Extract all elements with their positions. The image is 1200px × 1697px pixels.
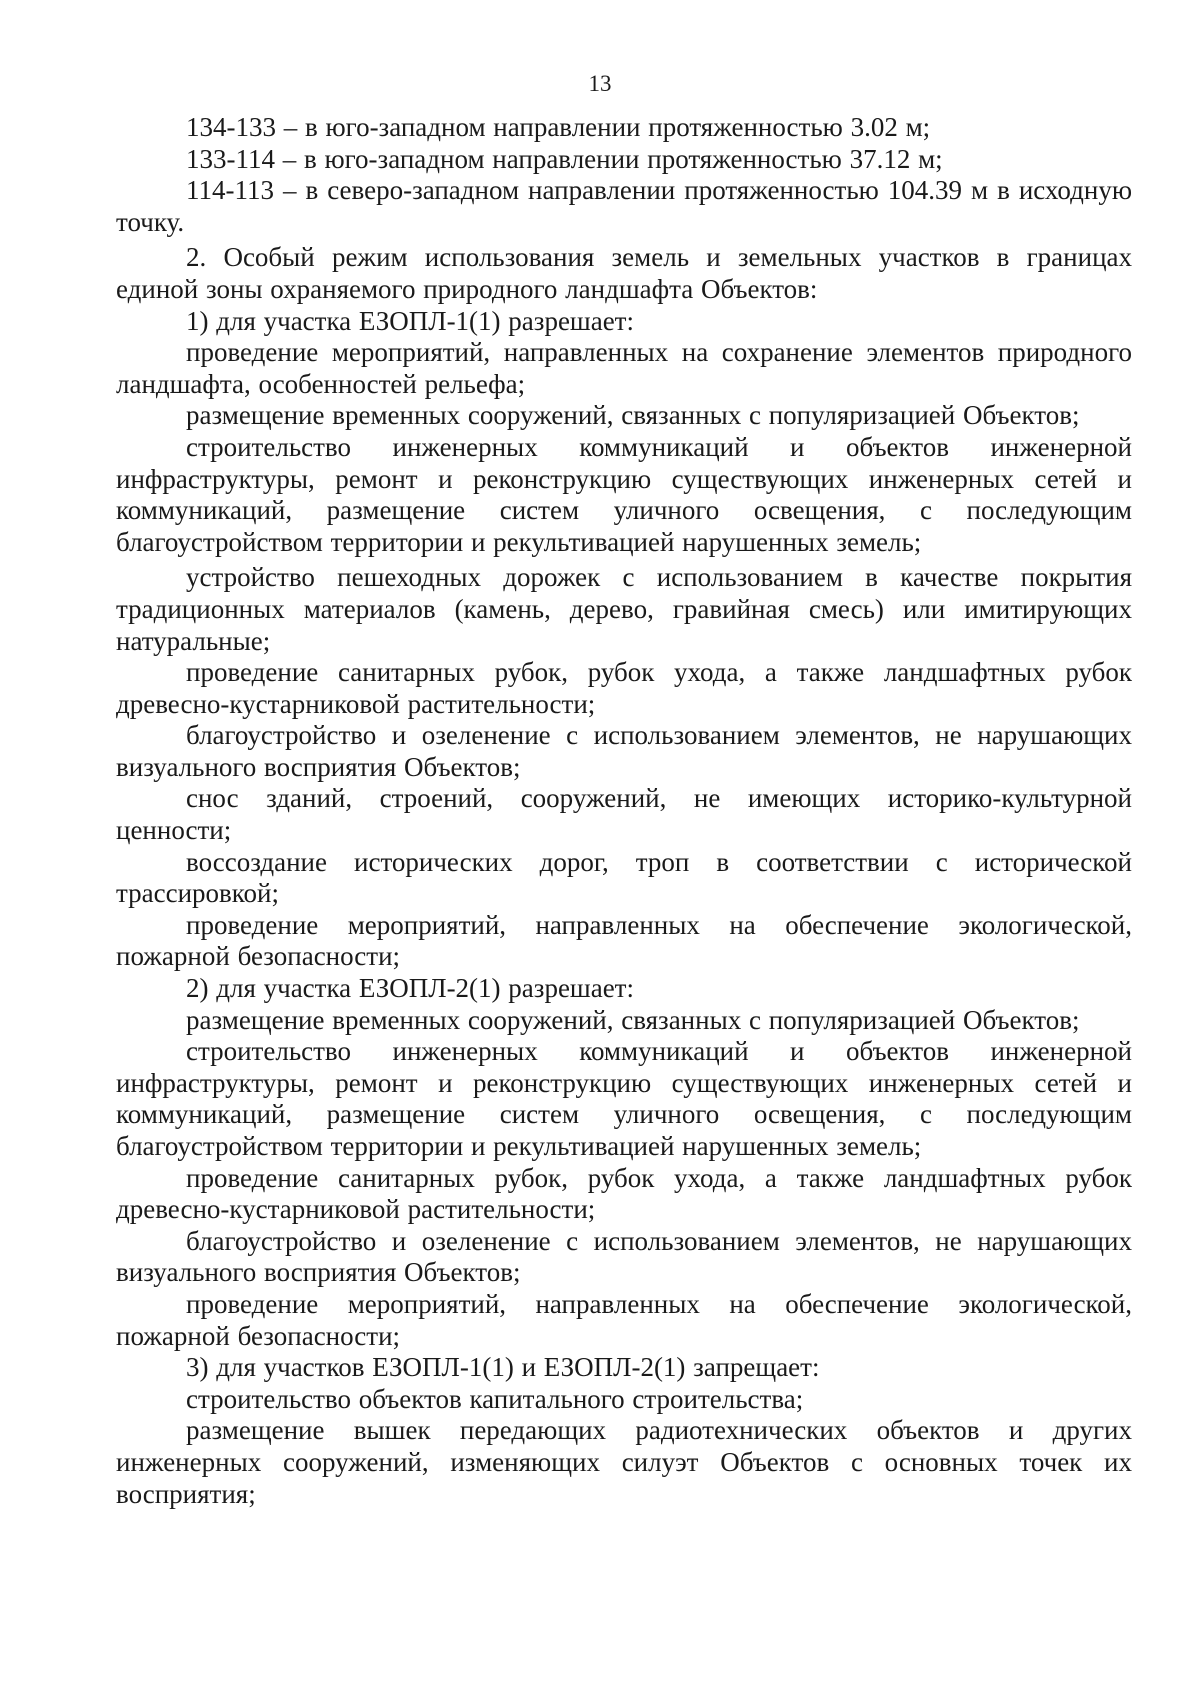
list-item-prohibited: размещение вышек передающих радиотехнических объектов и других инженерных сооружений, изменяющих силуэт Объектов с основных точек их восприятия; [116, 1415, 1132, 1509]
paragraph-segment-114-113: 114-113 – в северо-западном направлении протяженностью 104.39 м в исходную точку. [116, 175, 1132, 237]
list-item-permitted: снос зданий, строений, сооружений, не имеющих историко-культурной ценности; [116, 783, 1132, 846]
list-item-permitted: благоустройство и озеленение с использованием элементов, не нарушающих визуального восприятия Объектов; [116, 720, 1132, 782]
list-item-permitted: размещение временных сооружений, связанных с популяризацией Объектов; [186, 400, 1080, 431]
page-number: 13 [588, 71, 612, 96]
paragraph-subsection-3-heading: 3) для участков ЕЗОПЛ-1(1) и ЕЗОПЛ-2(1) запрещает: [186, 1352, 820, 1383]
list-item-permitted: устройство пешеходных дорожек с использованием в качестве покрытия традиционных материалов (камень, дерево, гравийная смесь) или имитирующих натуральные; [116, 562, 1132, 656]
list-item-permitted: проведение мероприятий, направленных на обеспечение экологической, пожарной безопасности; [116, 909, 1132, 972]
paragraph-subsection-1-heading: 1) для участка ЕЗОПЛ-1(1) разрешает: [186, 305, 634, 336]
list-item-prohibited: строительство объектов капитального строительства; [186, 1383, 804, 1414]
document-body [116, 112, 1132, 1510]
list-item-permitted: воссоздание исторических дорог, троп в соответствии с исторической трассировкой; [116, 846, 1132, 909]
list-item-permitted: строительство инженерных коммуникаций и объектов инженерной инфраструктуры, ремонт и реконструкцию существующих инженерных сетей и коммуникаций, размещение систем уличного освещения, с последующим благоустройством территории и рекультивацией нарушенных земель; [116, 431, 1132, 557]
list-item-permitted: размещение временных сооружений, связанных с популяризацией Объектов; [186, 1004, 1080, 1035]
list-item-permitted: благоустройство и озеленение с использованием элементов, не нарушающих визуального восприятия Объектов; [116, 1225, 1132, 1288]
list-item-permitted: строительство инженерных коммуникаций и объектов инженерной инфраструктуры, ремонт и реконструкцию существующих инженерных сетей и коммуникаций, размещение систем уличного освещения, с последующим благоустройством территории и рекультивацией нарушенных земель; [116, 1036, 1132, 1161]
list-item-permitted: проведение мероприятий, направленных на сохранение элементов природного ландшафта, особенностей рельефа; [116, 337, 1132, 399]
paragraph-segment-133-114: 133-114 – в юго-западном направлении протяженностью 37.12 м; [186, 143, 943, 174]
list-item-permitted: проведение санитарных рубок, рубок ухода, а также ландшафтных рубок древесно-кустарниковой растительности; [116, 1162, 1132, 1225]
paragraph-segment-134-133: 134-133 – в юго-западном направлении протяженностью 3.02 м; [186, 112, 931, 142]
paragraph-section-2-heading: 2. Особый режим использования земель и земельных участков в границах единой зоны охраняемого природного ландшафта Объектов: [116, 242, 1132, 304]
paragraph-subsection-2-heading: 2) для участка ЕЗОПЛ-2(1) разрешает: [186, 973, 634, 1004]
list-item-permitted: проведение мероприятий, направленных на обеспечение экологической, пожарной безопасности; [116, 1288, 1132, 1351]
list-item-permitted: проведение санитарных рубок, рубок ухода, а также ландшафтных рубок древесно-кустарниковой растительности; [116, 657, 1132, 719]
